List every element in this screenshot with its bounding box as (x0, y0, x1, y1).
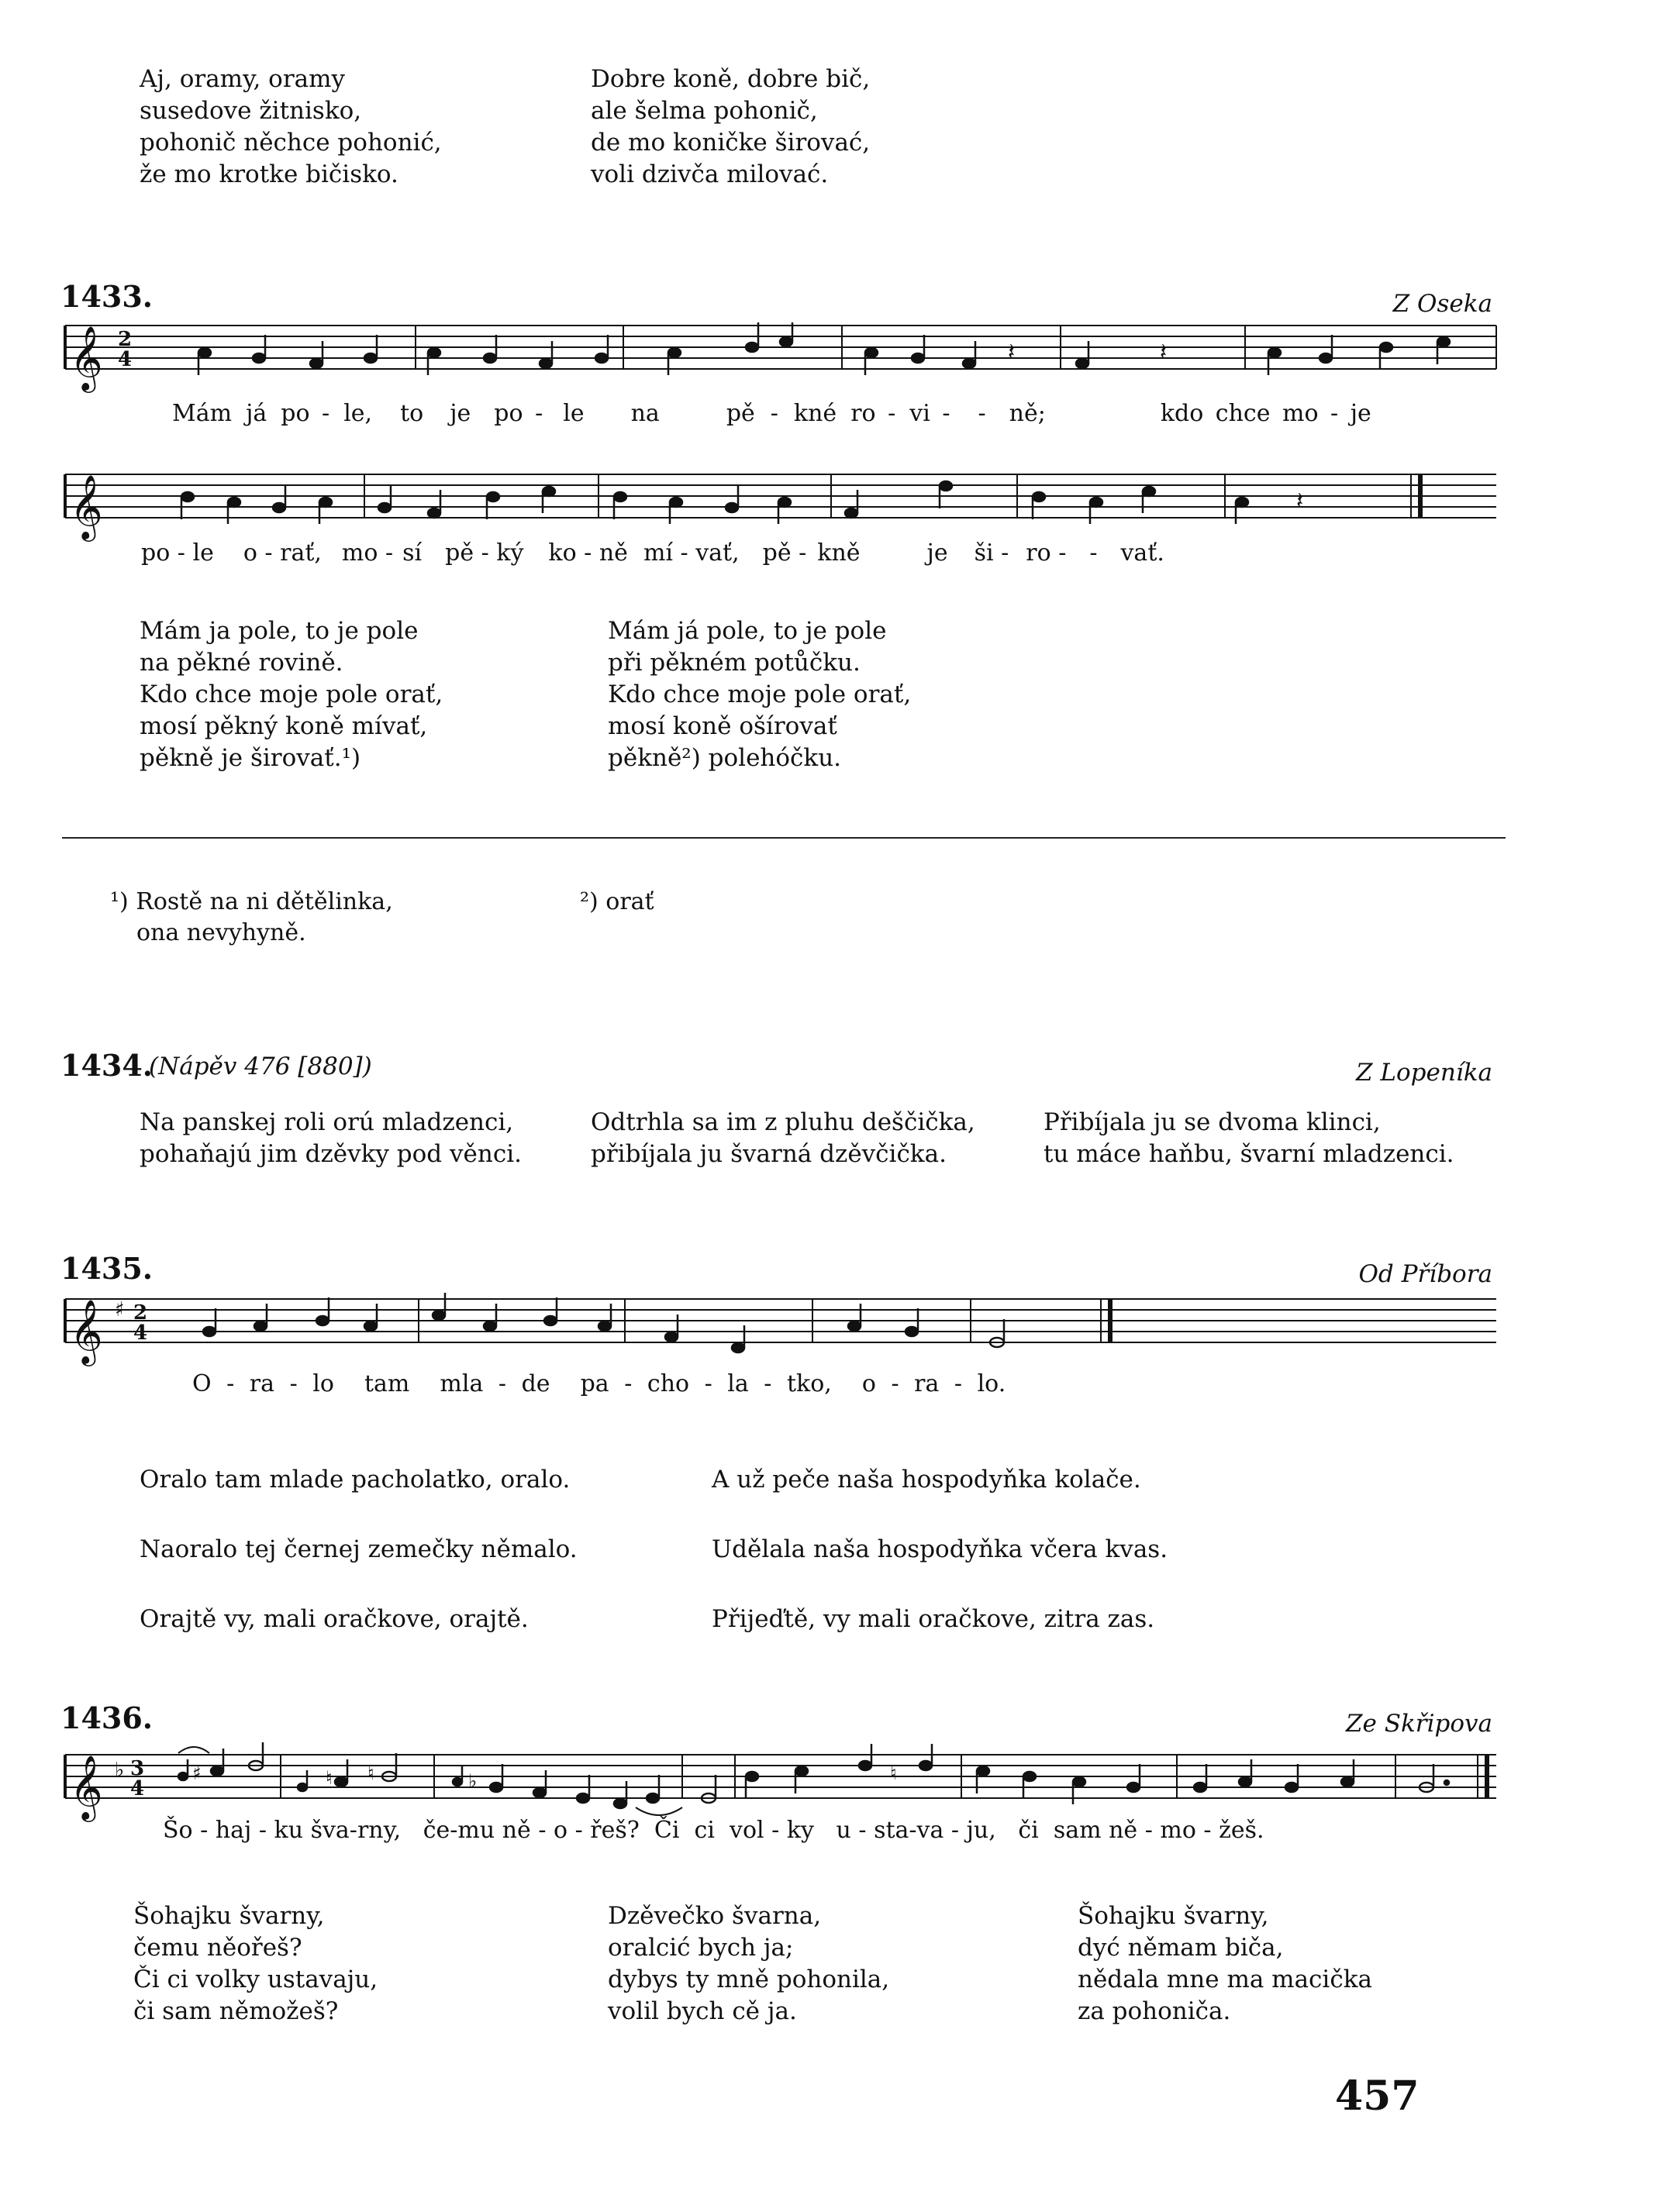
syllable: mo - (341, 539, 394, 567)
verse-line: že mo krotke bičisko. (140, 160, 398, 188)
verse-line: Dzěvečko švarna, (608, 1902, 822, 1930)
syllable: mí - vať, (643, 539, 740, 567)
syllable: po - (281, 400, 330, 427)
syllable: le (563, 400, 585, 427)
verse-line: na pěkné rovině. (140, 649, 343, 677)
svg-text:4: 4 (133, 1321, 148, 1345)
syllable: - (770, 400, 778, 427)
stanza-1434-col1 (140, 1107, 522, 1170)
verse-line: mosí pěkný koně mívať, (140, 712, 428, 740)
syllable: ši - (974, 539, 1009, 567)
syllable: kdo chce mo - je (1160, 400, 1371, 427)
footnote-line: ona nevyhyně. (136, 919, 306, 946)
syllable: je (450, 400, 471, 427)
verse-line: Odtrhla sa im z pluhu deščička, (591, 1108, 975, 1136)
stanza-1436-col1 (133, 1900, 378, 2028)
lyrics-1433-2 (141, 539, 1164, 567)
syllable: já (246, 400, 267, 427)
svg-text:𝄽: 𝄽 (1296, 488, 1304, 515)
verse-line: čemu něořeš? (133, 1934, 302, 1962)
verse-line: Dobre koně, dobre bič, (591, 65, 871, 93)
syllable: na (630, 400, 660, 427)
lyrics-1436: Šo - haj - ku šva-rny, če-mu ně - o - řeš? Či ci vol - ky u - sta-va - ju, či sam ně - mo - žeš. (163, 1817, 1264, 1844)
song-source: Z Lopeníka (1356, 1059, 1492, 1087)
verse-line: Šohajku švarny, (1078, 1902, 1269, 1930)
verse-line: susedove žitnisko, (140, 97, 362, 125)
verse-line: Orajtě vy, mali oračkove, orajtě. (140, 1605, 529, 1633)
song-source: Z Oseka (1392, 290, 1492, 318)
svg-text:2: 2 (133, 1301, 148, 1325)
svg-text:𝄽: 𝄽 (1160, 339, 1168, 366)
verse-line: dyć němam biča, (1078, 1934, 1284, 1962)
verse-line: Kdo chce moje pole orať, (608, 680, 912, 708)
syllable: sí (402, 539, 423, 567)
song-number: 1433. (60, 279, 153, 314)
verse-line: pohonič něchce pohonić, (140, 129, 442, 157)
verse-line: pěkně²) polehóčku. (608, 744, 842, 772)
svg-text:𝄞: 𝄞 (70, 1298, 103, 1363)
svg-text:♯: ♯ (192, 1762, 202, 1784)
verse-line: pohaňajú jim dzěvky pod věnci. (140, 1140, 522, 1168)
song-number: 1434. (60, 1048, 153, 1083)
song-number: 1436. (60, 1700, 153, 1735)
verse-line: Aj, oramy, oramy (140, 65, 346, 93)
syllable: po - le (141, 539, 214, 567)
song-source: Ze Skřipova (1346, 1710, 1492, 1738)
page-number: 457 (1335, 2072, 1420, 2120)
song-number: 1435. (60, 1251, 153, 1286)
verse-line: volil bych cě ja. (608, 1997, 797, 2025)
syllable: po - (494, 400, 543, 427)
syllable: - (978, 400, 986, 427)
syllable: to (400, 400, 424, 427)
verse-line: přibíjala ju švarná dzěvčička. (591, 1140, 947, 1168)
stanza-1433-right (608, 615, 911, 774)
lyrics-1433-1 (172, 400, 1371, 427)
footnote-2: ²) orať (580, 888, 654, 915)
svg-text:♭: ♭ (468, 1770, 478, 1792)
stanza-1434-col3 (1044, 1107, 1454, 1170)
svg-text:3: 3 (130, 1757, 145, 1780)
svg-text:♭: ♭ (115, 1759, 125, 1782)
syllable: pě - ký (445, 539, 524, 567)
lyrics-1435: O - ra - lo tam mla - de pa - cho - la - tko, o - ra - lo. (192, 1370, 1006, 1397)
syllable: je (926, 539, 948, 567)
syllable: pě (726, 400, 755, 427)
song-reference: (Nápěv 476 [880]) (149, 1053, 372, 1080)
verse-line: Kdo chce moje pole orať, (140, 680, 443, 708)
verse-line: Udělala naša hospodyňka včera kvas. (712, 1535, 1168, 1563)
verse-line: Mám já pole, to je pole (608, 617, 887, 645)
verse-line: Či ci volky ustavaju, (133, 1966, 378, 1993)
svg-text:♮: ♮ (326, 1767, 333, 1789)
svg-text:𝄽: 𝄽 (1008, 339, 1016, 366)
top-stanza-left (140, 64, 442, 191)
verse-line: Přijeďtě, vy mali oračkove, zitra zas. (712, 1605, 1155, 1633)
syllable: Mám (172, 400, 233, 427)
svg-text:4: 4 (130, 1777, 145, 1800)
verse-line: voli dzivča milovać. (591, 160, 829, 188)
footnote-divider (62, 837, 1506, 839)
stanza-1434-col2 (591, 1107, 975, 1170)
svg-text:♮: ♮ (890, 1762, 897, 1784)
verse-line: mosí koně ošírovať (608, 712, 837, 740)
top-stanza-right (591, 64, 870, 191)
syllable: vi - (909, 400, 950, 427)
verse-line: A už peče naša hospodyňka kolače. (712, 1466, 1141, 1494)
syllable: kné (793, 400, 837, 427)
syllable: - (1089, 539, 1098, 567)
svg-text:♮: ♮ (367, 1762, 374, 1784)
verse-line: nědala mne ma macička (1078, 1966, 1372, 1993)
verse-line: pěkně je širovať.¹) (140, 744, 361, 772)
svg-text:♯: ♯ (115, 1298, 125, 1321)
stanza-1435-left (140, 1445, 578, 1654)
syllable: ro - (1026, 539, 1067, 567)
stanza-1435-right (712, 1445, 1168, 1654)
verse-line: tu máce haňbu, švarní mladzenci. (1044, 1140, 1454, 1168)
verse-line: oralcić bych ja; (608, 1934, 794, 1962)
svg-text:𝄞: 𝄞 (70, 474, 103, 539)
verse-line: ale šelma pohonič, (591, 97, 818, 125)
verse-line: Na panskej roli orú mladzenci, (140, 1108, 514, 1136)
syllable: ro - (850, 400, 896, 427)
syllable: kně (817, 539, 861, 567)
syllable: ně; (1009, 400, 1046, 427)
song-source: Od Příbora (1358, 1260, 1492, 1288)
verse-line: dybys ty mně pohonila, (608, 1966, 890, 1993)
stanza-1436-col3 (1078, 1900, 1372, 2028)
syllable: vať. (1120, 539, 1164, 567)
syllable: pě - (762, 539, 807, 567)
syllable: o - rať, (243, 539, 322, 567)
svg-text:𝄞: 𝄞 (70, 1754, 103, 1819)
verse-line: de mo koničke širovać, (591, 129, 871, 157)
svg-text:2: 2 (118, 328, 133, 351)
stanza-1433-left (140, 615, 443, 774)
footnote-1 (110, 887, 393, 949)
stanza-1436-col2 (608, 1900, 889, 2028)
verse-line: při pěkném potůčku. (608, 649, 861, 677)
verse-line: Přibíjala ju se dvoma klinci, (1044, 1108, 1381, 1136)
verse-line: za pohoniča. (1078, 1997, 1231, 2025)
footnote-line: ¹) Rostě na ni dětělinka, (110, 888, 393, 915)
verse-line: Naoralo tej černej zemečky němalo. (140, 1535, 578, 1563)
svg-text:4: 4 (118, 348, 133, 371)
syllable: ko - ně (548, 539, 628, 567)
verse-line: Šohajku švarny, (133, 1902, 325, 1930)
verse-line: či sam němožeš? (133, 1997, 339, 2025)
verse-line: Oralo tam mlade pacholatko, oralo. (140, 1466, 571, 1494)
verse-line: Mám ja pole, to je pole (140, 617, 419, 645)
svg-text:𝄞: 𝄞 (70, 325, 103, 390)
syllable: le, (343, 400, 373, 427)
